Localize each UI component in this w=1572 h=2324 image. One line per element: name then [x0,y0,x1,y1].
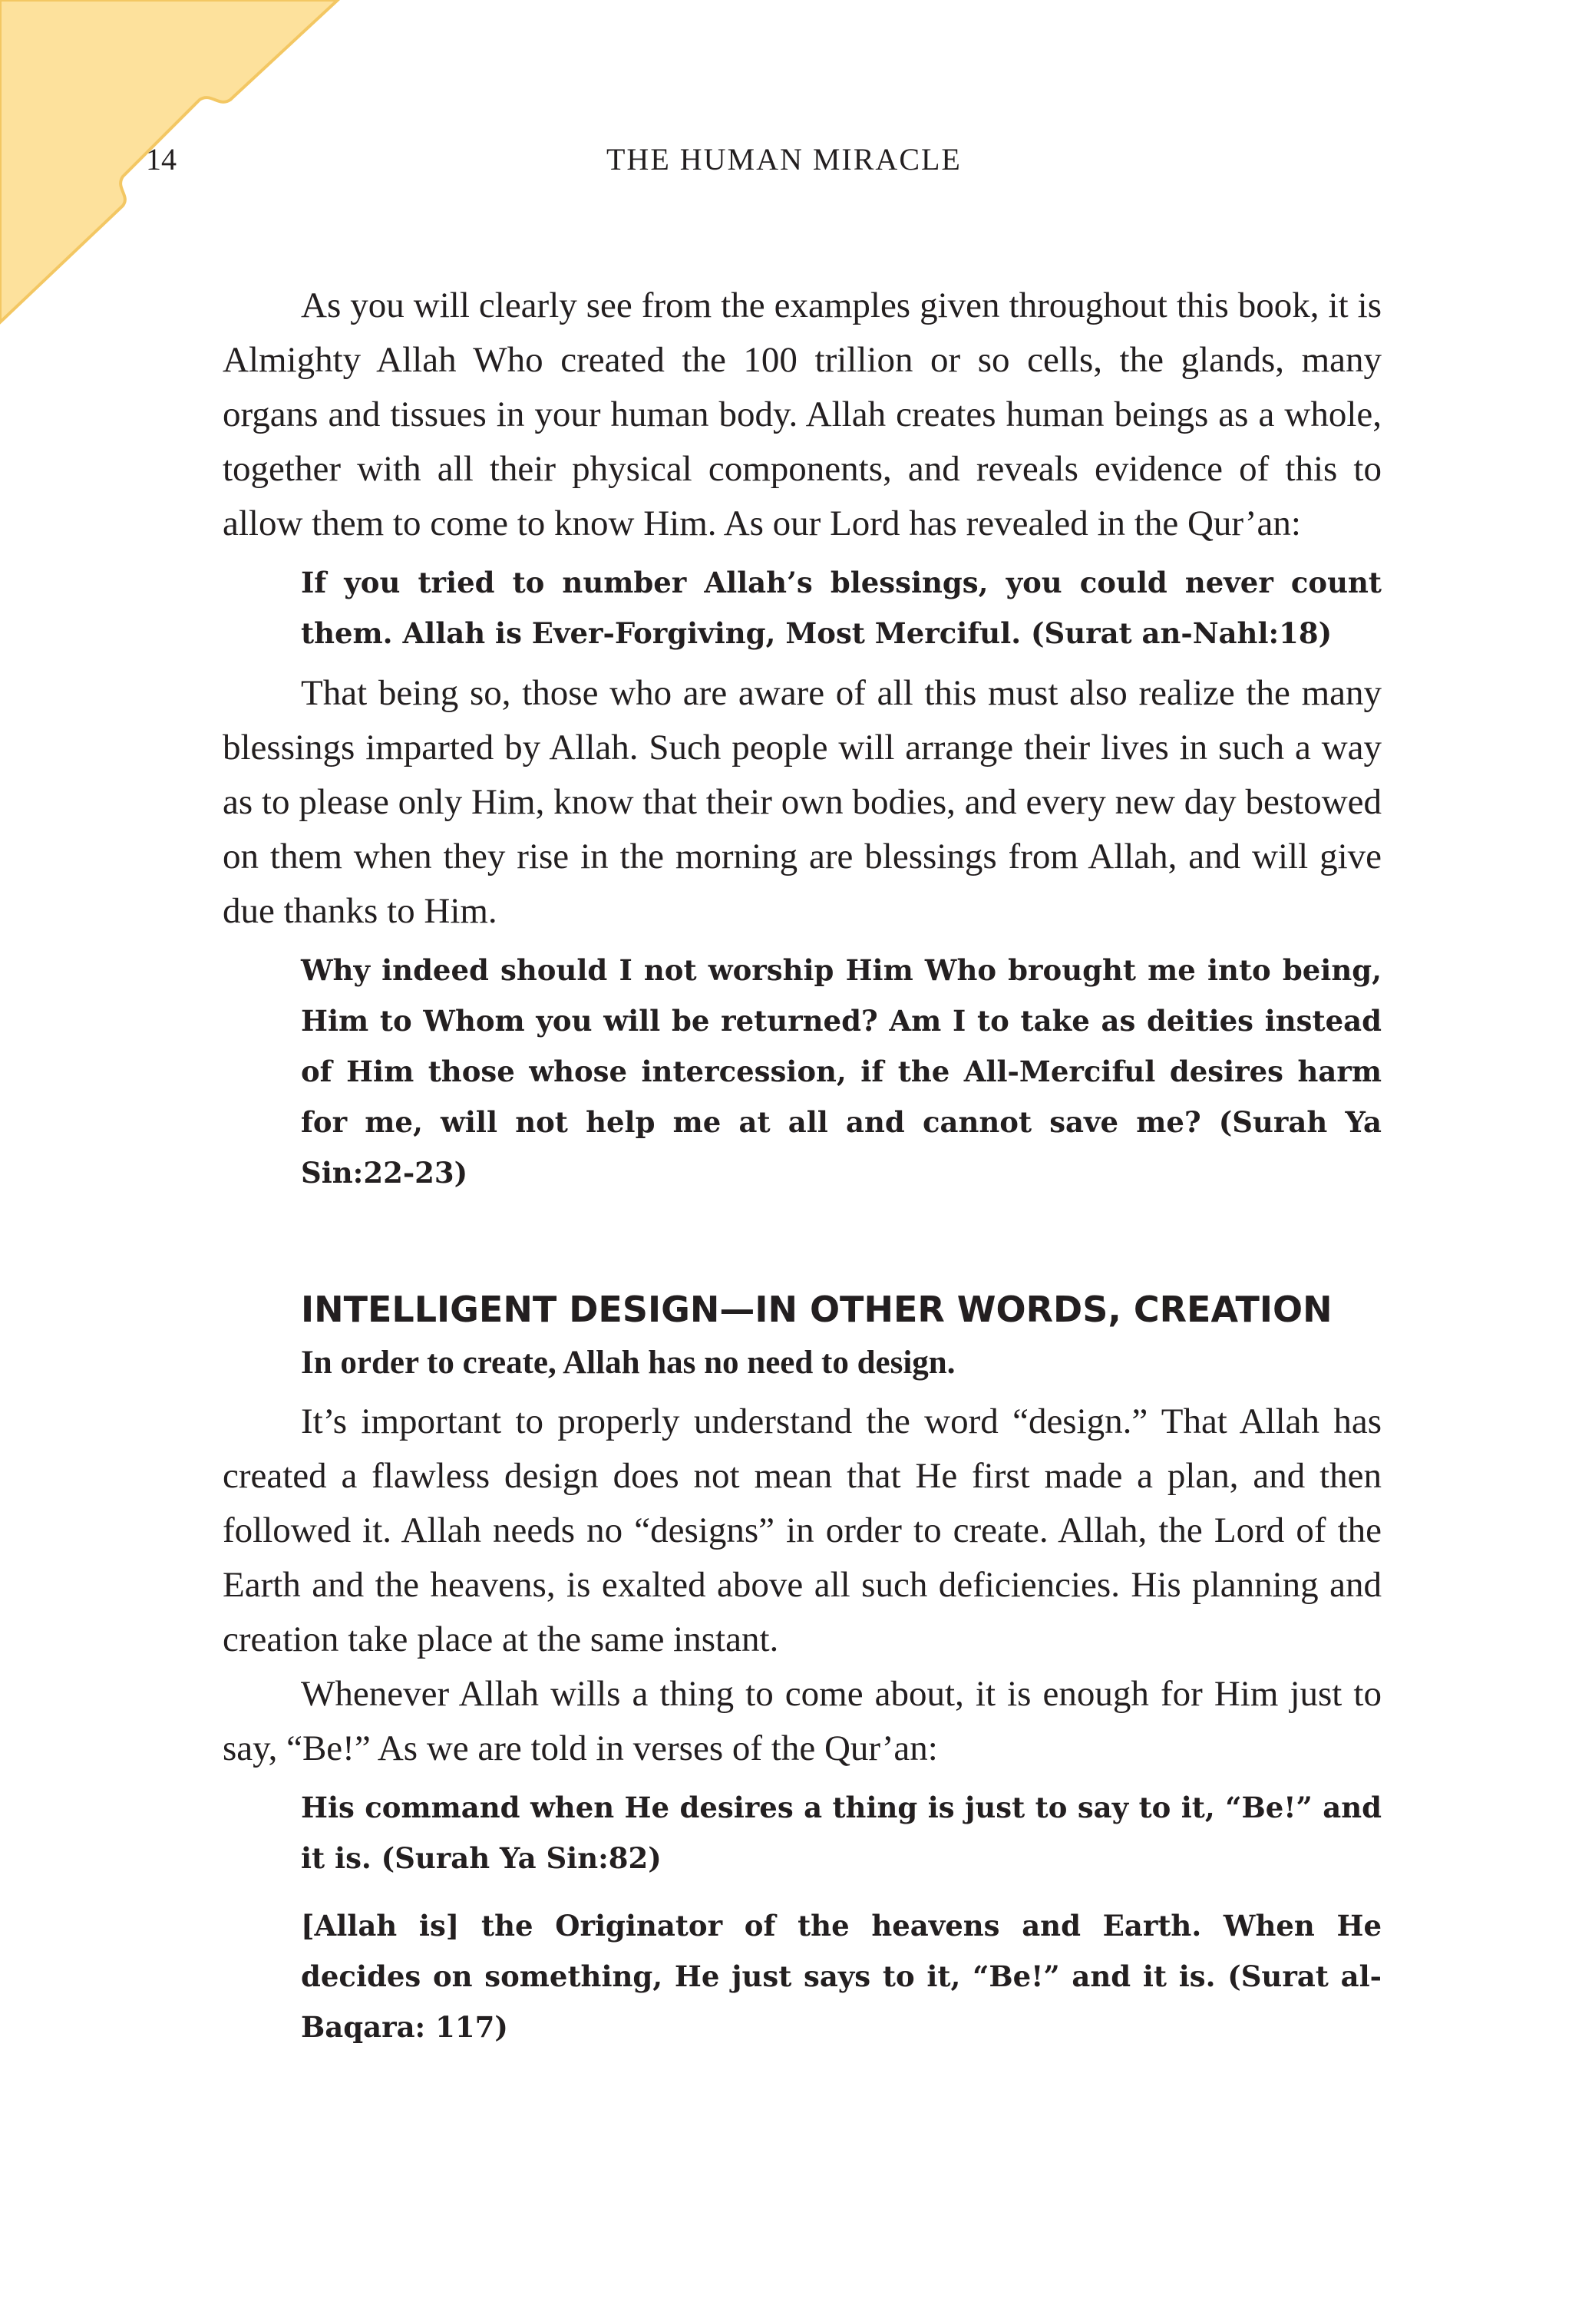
section-heading: INTELLIGENT DESIGN—IN OTHER WORDS, CREATION [301,1289,1333,1330]
page-number: 14 [146,142,177,177]
quran-verse-2: Why indeed should I not worship Him Who brought me into being, Him to Whom you will be returned? Am I to take as deities instead of Him those whose intercession, if the All-Merciful desires harm for me, will not help me at all and cannot save me? (Surah Ya Sin:22-23) [301,953,1382,1190]
body-paragraph-4: Whenever Allah wills a thing to come about, it is enough for Him just to say, “Be!” As we are told in verses of the Qur’an: [223,1674,1382,1768]
quran-verse-4: [Allah is] the Originator of the heavens and Earth. When He decides on something, He just says to it, “Be!” and it is. (Surat al-Baqara: 117) [301,1909,1382,2044]
body-paragraph-1: As you will clearly see from the examples given throughout this book, it is Almighty Allah Who created the 100 trillion or so cells, the glands, many organs and tissues in your human body. Allah creates human beings as a whole, together with all their physical components, and reveals evidence of this to allow them to come to know Him. As our Lord has revealed in the Qur’an: [223,286,1382,543]
body-paragraph-2: That being so, those who are aware of all this must also realize the many blessings imparted by Allah. Such people will arrange their lives in such a way as to please only Him, know that their own bodies, and every new day bestowed on them when they rise in the morning are blessings from Allah, and will give due thanks to Him. [223,673,1382,931]
body-paragraph-3: It’s important to properly understand the word “design.” That Allah has created a flawless design does not mean that He first made a plan, and then followed it. Allah needs no “designs” in order to create. Allah, the Lord of the Earth and the heavens, is exalted above all such deficiencies. His planning and creation take place at the same instant. [223,1401,1382,1659]
section-subheading: In order to create, Allah has no need to design. [301,1345,956,1381]
running-title: THE HUMAN MIRACLE [606,142,962,177]
quran-verse-1: If you tried to number Allah’s blessings, you could never count them. Allah is Ever-Forgiving, Most Merciful. (Surat an-Nahl:18) [301,566,1382,650]
page-content [223,279,1382,2060]
quran-verse-3: His command when He desires a thing is just to say to it, “Be!” and it is. (Surah Ya Sin:82) [301,1791,1382,1875]
